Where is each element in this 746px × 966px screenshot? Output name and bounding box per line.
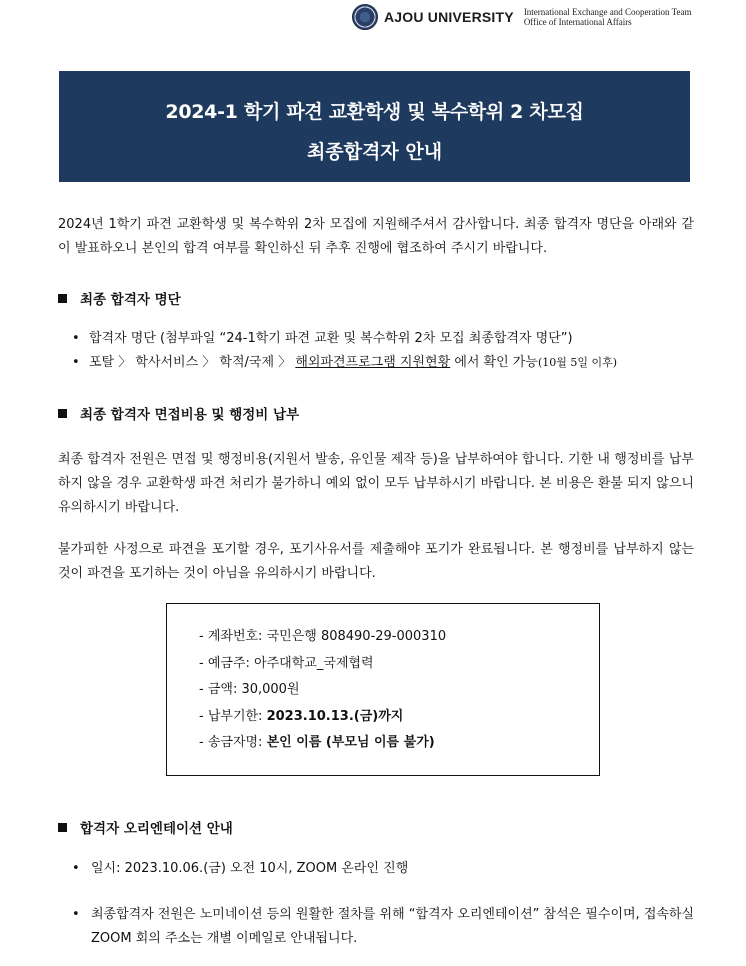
list-item [72,857,696,881]
list-item-text: 합격자 명단 (첨부파일 “24-1학기 파견 교환 및 복수학위 2차 모집 최종합격자 명단”) [89,331,573,346]
portal-path: 포탈 〉 학사서비스 〉 학적/국제 〉 [89,355,292,370]
section-heading-final-list [58,288,181,308]
section-heading-text: 최종 합격자 면접비용 및 행정비 납부 [80,407,300,423]
section-heading-text: 최종 합격자 명단 [80,292,181,308]
list-item [72,903,696,951]
title-line-1: 2024-1 학기 파견 교환학생 및 복수학위 2 차모집 [165,101,584,123]
list-item-text: 일시: 2023.10.06.(금) 오전 10시, ZOOM 온라인 진행 [91,861,409,876]
title-banner [59,71,690,182]
account-holder: 아주대학교_국제협력 [254,655,374,671]
final-list-bullets [72,327,617,375]
account-holder-row: - 예금주: 아주대학교_국제협력 [199,655,374,671]
team-line-2: Office of International Affairs [523,17,632,27]
fee-paragraph: 최종 합격자 전원은 면접 및 행정비용(지원서 발송, 유인물 제작 등)을 납부하여야 합니다. 기한 내 행정비를 납부하지 않을 경우 교환학생 파견 처리가 불가하니 예외 없이 모두 납부하시기 바랍니다. 본 비용은 환불 되지 않으니 유의하시기 바랍니다. [58,452,694,515]
sender-row: - 송금자명: 본인 이름 (부모님 이름 불가) [199,735,435,750]
list-item [72,327,617,351]
section-heading-orientation [58,817,233,837]
university-seal-icon [352,4,378,30]
account-number-row: - 계좌번호: 국민은행 808490-29-000310 [199,629,447,644]
amount: 30,000원 [241,682,300,697]
team-line-1: International Exchange and Cooperation Team [523,7,692,17]
date-note: (10월 5일 이후) [537,356,618,369]
intro-paragraph: 2024년 1학기 파견 교환학생 및 복수학위 2차 모집에 지원해주셔서 감사합니다. 최종 합격자 명단을 아래와 같이 발표하오니 본인의 합격 여부를 확인하신 뒤 추후 진행에 협조하여 주시기 바랍니다. [58,217,694,256]
section-heading-fees [58,403,299,423]
orientation-bullets [72,857,696,951]
deadline-row: - 납부기한: 2023.10.13.(금)까지 [199,708,404,724]
sender-name-rule: 본인 이름 (부모님 이름 불가) [266,735,435,750]
section-heading-text: 합격자 오리엔테이션 안내 [80,821,233,837]
program-status-link[interactable]: 해외파견프로그램 지원현황 [295,355,451,370]
title-line-2: 최종합격자 안내 [306,141,443,163]
withdrawal-paragraph: 불가피한 사정으로 파견을 포기할 경우, 포기사유서를 제출해야 포기가 완료됩니다. 본 행정비를 납부하지 않는 것이 파견을 포기하는 것이 아님을 유의하시기 바랍니다. [58,542,694,581]
square-bullet-icon [58,409,67,418]
account-number: 국민은행 808490-29-000310 [266,629,447,644]
team-name [524,7,692,27]
square-bullet-icon [58,294,67,303]
list-item-text: 에서 확인 가능 [454,355,538,370]
list-item-text: 최종합격자 전원은 노미네이션 등의 원활한 절차를 위해 “합격자 오리엔테이션” 참석은 필수이며, 접속하실 ZOOM 회의 주소는 개별 이메일로 안내됩니다. [91,907,695,946]
amount-row: - 금액: 30,000원 [199,682,300,697]
university-name: AJOU UNIVERSITY [384,9,514,25]
account-info-box [166,603,600,776]
square-bullet-icon [58,823,67,832]
deadline: 2023.10.13.(금)까지 [266,708,404,724]
university-header [352,4,691,30]
list-item [72,351,617,375]
